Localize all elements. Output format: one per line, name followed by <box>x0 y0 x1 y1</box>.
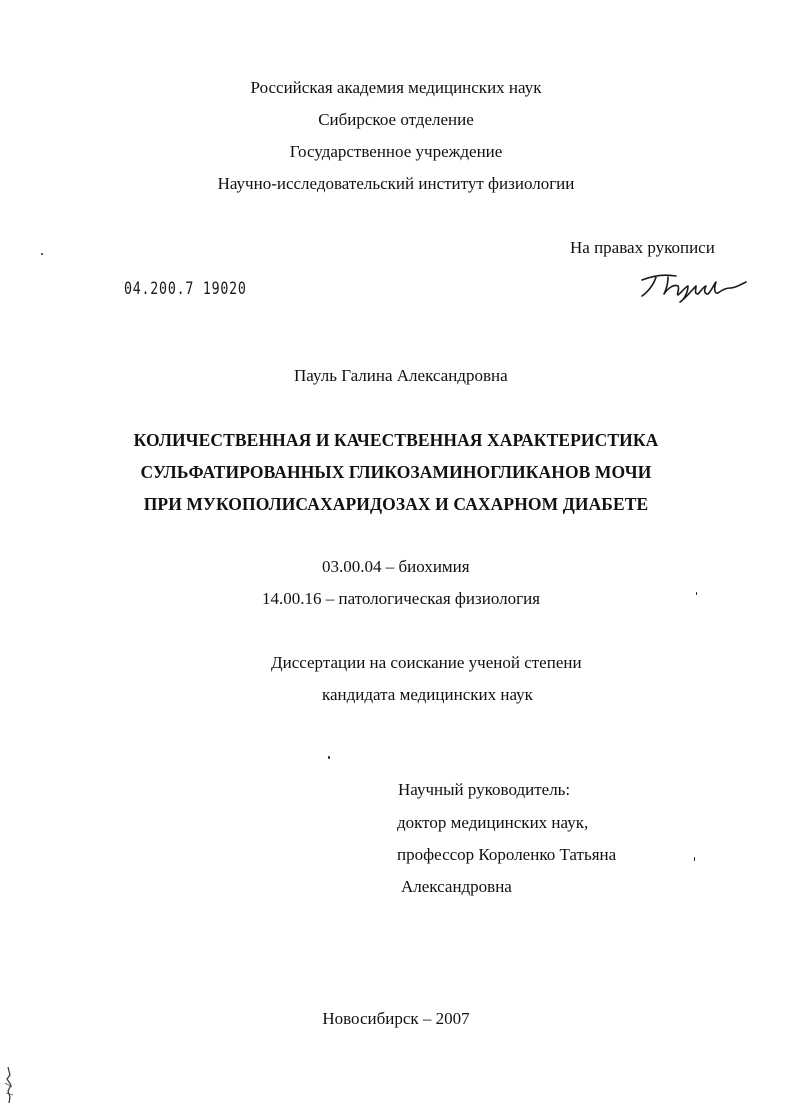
scan-speck <box>328 756 330 759</box>
degree-line-2: кандидата медицинских наук <box>322 685 533 704</box>
stamp-number: 04.200.7 19020 <box>124 279 247 299</box>
dissertation-title-line-2: СУЛЬФАТИРОВАННЫХ ГЛИКОЗАМИНОГЛИКАНОВ МОЧИ <box>140 462 652 482</box>
institution-type: Государственное учреждение <box>289 142 503 161</box>
institution-academy: Российская академия медицинских наук <box>250 78 542 97</box>
specialty-pathophysiology: 14.00.16 – патологическая физиология <box>262 589 540 608</box>
supervisor-label: Научный руководитель: <box>398 780 571 799</box>
scan-speck <box>696 592 697 595</box>
scan-speck <box>694 857 695 861</box>
scan-speck <box>41 253 43 255</box>
dissertation-title-line-1: КОЛИЧЕСТВЕННАЯ И КАЧЕСТВЕННАЯ ХАРАКТЕРИСТИКА <box>133 430 659 450</box>
dissertation-title-line-3: ПРИ МУКОПОЛИСАХАРИДОЗАХ И САХАРНОМ ДИАБЕТЕ <box>143 494 649 514</box>
signature-image <box>634 268 750 304</box>
specialty-biochemistry: 03.00.04 – биохимия <box>322 557 470 576</box>
institution-name: Научно-исследовательский институт физиологии <box>217 174 575 193</box>
institution-branch: Сибирское отделение <box>318 110 474 129</box>
city-year: Новосибирск – 2007 <box>322 1009 470 1028</box>
supervisor-name-cont: Александровна <box>401 877 512 896</box>
scan-edge-mark <box>2 1065 16 1105</box>
manuscript-note: На правах рукописи <box>570 238 715 257</box>
supervisor-degree: доктор медицинских наук, <box>397 813 589 832</box>
author-name: Пауль Галина Александровна <box>294 366 508 385</box>
degree-line-1: Диссертации на соискание ученой степени <box>271 653 582 672</box>
supervisor-name: профессор Короленко Татьяна <box>397 845 617 864</box>
